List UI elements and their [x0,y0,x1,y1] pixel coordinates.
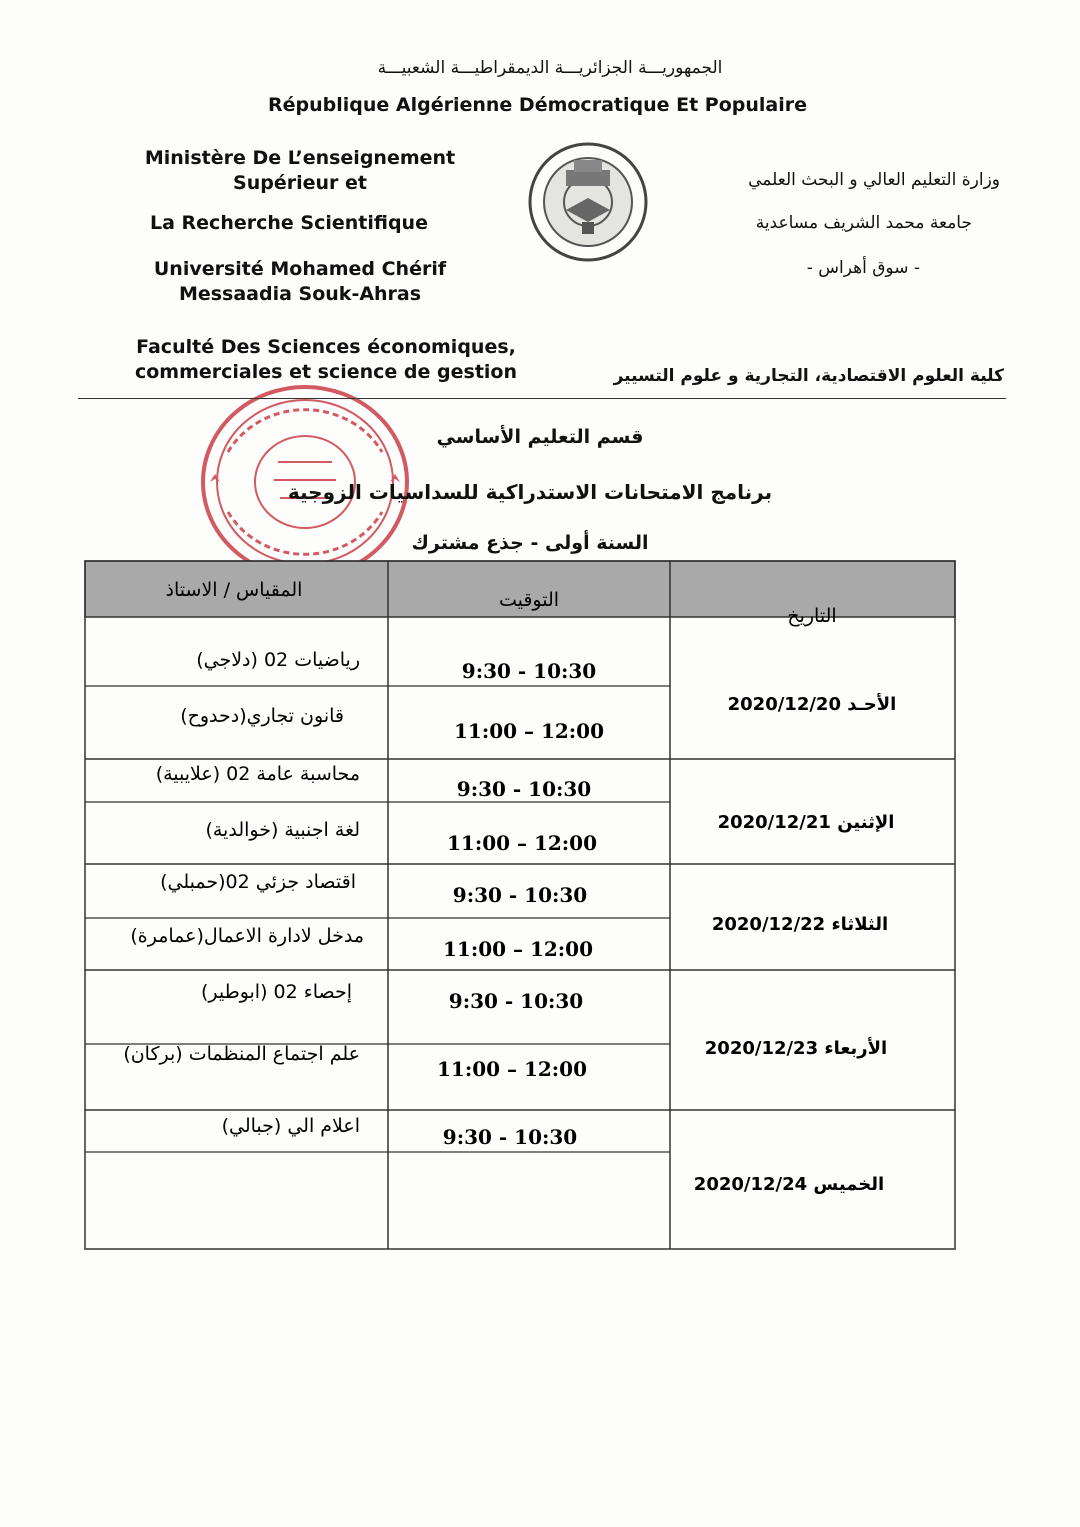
time-cell: 11:00 – 12:00 [442,937,594,961]
header-divider [78,398,1006,399]
arabic-university: جامعة محمد الشريف مساعدية [755,213,972,233]
time-cell: 11:00 – 12:00 [446,831,598,855]
program-title: برنامج الامتحانات الاستدراكية للسداسيات الزوجية [287,480,773,504]
subject-cell: لغة اجنبية (خوالدية) [205,819,360,841]
french-republic-title: République Algérienne Démocratique Et Populaire [268,94,807,116]
time-cell: 9:30 - 10:30 [461,659,597,683]
table-date-cell [728,693,897,715]
french-university [130,257,470,307]
subject-cell: علم اجتماع المنظمات (بركان) [123,1043,360,1065]
table-date-cell [705,1037,887,1059]
day-name: الثلاثاء [831,914,889,935]
arabic-ministry: وزارة التعليم العالي و البحث العلمي [748,170,1000,190]
french-ministry [130,146,470,196]
subject-cell: اقتصاد جزئي 02(حمبلي) [160,871,356,893]
french-ministry-line2: Supérieur et [233,172,367,194]
exam-schedule-table [84,560,956,1250]
day-date: 2020/12/20 [727,694,841,715]
subject-cell: قانون تجاري(دحدوح) [180,705,344,727]
french-faculty-line2: commerciales et science de gestion [134,361,517,383]
subject-cell: اعلام الي (جبالي) [221,1115,360,1137]
table-date-cell [694,1174,884,1195]
table-date-cell [718,812,895,833]
french-faculty [126,335,526,385]
day-name: الأربعاء [824,1038,888,1059]
french-research: La Recherche Scientifique [150,212,428,234]
arabic-city: - سوق أهراس - [806,258,920,278]
column-header-subject: المقياس / الاستاذ [165,579,303,601]
arabic-faculty: كلية العلوم الاقتصادية، التجارية و علوم التسيير [613,366,1004,386]
subject-cell: محاسبة عامة 02 (علايبية) [155,763,360,785]
day-name: الأحـد [847,694,897,715]
time-cell: 9:30 - 10:30 [448,989,584,1013]
day-date: 2020/12/24 [693,1174,808,1195]
french-ministry-line1: Ministère De L’enseignement [144,147,456,169]
day-date: 2020/12/22 [711,914,826,935]
day-date: 2020/12/23 [704,1038,819,1059]
column-header-time: التوقيت [498,589,560,611]
time-cell: 11:00 – 12:00 [453,719,605,743]
subject-cell: إحصاء 02 (ابوطير) [200,981,352,1003]
department-title: قسم التعليم الأساسي [436,426,644,448]
day-name: الإثنين [837,812,895,833]
subject-cell: مدخل لادارة الاعمال(عمامرة) [130,925,364,947]
day-name: الخميس [813,1174,885,1195]
table-date-cell [712,914,888,935]
day-date: 2020/12/21 [717,812,831,833]
french-university-line1: Université Mohamed Chérif [153,258,447,280]
column-header-date: التاريخ [787,605,837,627]
time-cell: 9:30 - 10:30 [456,777,592,801]
subject-cell: رياضيات 02 (دلاجي) [196,649,360,671]
time-cell: 9:30 - 10:30 [452,883,588,907]
time-cell: 9:30 - 10:30 [442,1125,578,1149]
time-cell: 11:00 – 12:00 [436,1057,588,1081]
year-title: السنة أولى - جذع مشترك [411,532,649,554]
arabic-republic-title: الجمهوريـــة الجزائريـــة الديمقراطيـــة الشعبيـــة [377,58,723,78]
french-university-line2: Messaadia Souk-Ahras [178,283,422,305]
french-faculty-line1: Faculté Des Sciences économiques, [136,336,516,358]
university-logo-icon [526,140,650,264]
